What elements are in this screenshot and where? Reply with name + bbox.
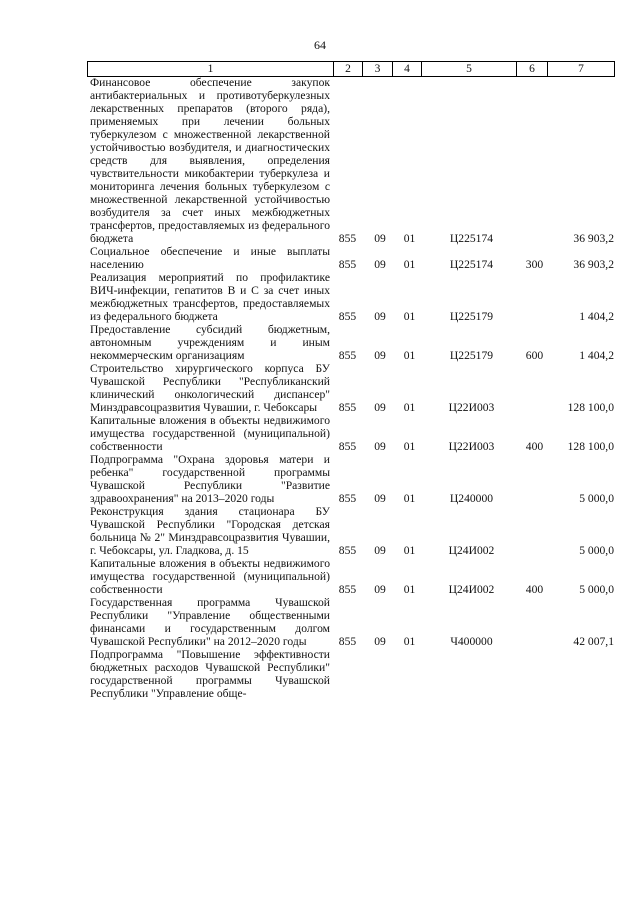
- row-target-article: Ц22И003: [448, 401, 495, 414]
- row-section-code: 09: [374, 583, 386, 596]
- row-ministry-code: 855: [338, 310, 357, 323]
- row-ministry-code: 855: [338, 258, 357, 271]
- row-target-article: Ц24И002: [448, 583, 495, 596]
- row-amount: 128 100,0: [567, 440, 614, 453]
- row-ministry-code: 855: [338, 401, 357, 414]
- header-col-3: 3: [363, 62, 393, 76]
- header-col-5: 5: [422, 62, 517, 76]
- row-description: Финансовое обеспечение закупок антибактериальных и противотуберкулезных лекарственных препаратов (второго ряда), применяемых при лечении больных туберкулезом с множественной лекарственной устойчивостью возбудителя, и диагностических средств для выявления, определения чувствительности микобактерии туберкулеза и мониторинга лечения больных туберкулезом с множественной лекарственной устойчивостью возбудителя за счет иных межбюджетных трансфертов, предоставляемых из федерального бюджета: [90, 76, 330, 245]
- row-target-article: Ц225179: [449, 349, 494, 362]
- table-header: [87, 61, 615, 77]
- row-ministry-code: 855: [338, 232, 357, 245]
- row-expense-type: 600: [525, 349, 544, 362]
- row-subsection-code: 01: [403, 440, 416, 453]
- row-description: Реализация мероприятий по профилактике ВИЧ-инфекции, гепатитов В и С за счет иных межбюджетных трансфертов, предоставляемых из федерального бюджета: [90, 271, 330, 323]
- table-row: [90, 362, 614, 414]
- row-description: Подпрограмма "Повышение эффективности бюджетных расходов Чувашской Республики" государственной программы Чувашской Республики "Управление обще-: [90, 648, 330, 700]
- page-number: 64: [314, 38, 326, 52]
- table-row: [90, 453, 614, 505]
- row-amount: 5 000,0: [579, 544, 614, 557]
- row-amount: 5 000,0: [579, 492, 614, 505]
- row-section-code: 09: [374, 440, 386, 453]
- row-section-code: 09: [374, 258, 386, 271]
- row-section-code: 09: [374, 349, 386, 362]
- row-description: Социальное обеспечение и иные выплаты населению: [90, 245, 330, 271]
- row-target-article: Ч400000: [450, 635, 493, 648]
- row-description: Предоставление субсидий бюджетным, автономным учреждениям и иным некоммерческим организациям: [90, 323, 330, 362]
- row-ministry-code: 855: [338, 492, 357, 505]
- row-amount: 36 903,2: [573, 232, 614, 245]
- row-subsection-code: 01: [403, 258, 416, 271]
- table-row: [90, 323, 614, 362]
- row-subsection-code: 01: [403, 583, 416, 596]
- header-col-4: 4: [393, 62, 422, 76]
- table-row: [90, 596, 614, 648]
- row-section-code: 09: [374, 310, 386, 323]
- row-ministry-code: 855: [338, 349, 357, 362]
- row-description: Подпрограмма "Охрана здоровья матери и ребенка" государственной программы Чувашской Республики "Развитие здравоохранения" на 2013–2020 годы: [90, 453, 330, 505]
- row-ministry-code: 855: [338, 635, 357, 648]
- row-expense-type: 400: [525, 440, 544, 453]
- header-col-2: 2: [334, 62, 363, 76]
- row-amount: 128 100,0: [567, 401, 614, 414]
- header-col-6: 6: [517, 62, 548, 76]
- row-amount: 42 007,1: [573, 635, 614, 648]
- row-section-code: 09: [374, 492, 386, 505]
- table-row: [90, 76, 614, 245]
- row-subsection-code: 01: [403, 544, 416, 557]
- row-description: Строительство хирургического корпуса БУ Чувашской Республики "Республиканский клинический онкологический диспансер" Минздравсоцразвития Чувашии, г. Чебоксары: [90, 362, 330, 414]
- row-description: Государственная программа Чувашской Республики "Управление общественными финансами и государственным долгом Чувашской Республики" на 2012–2020 годы: [90, 596, 330, 648]
- row-description: Капитальные вложения в объекты недвижимого имущества государственной (муниципальной) собственности: [90, 557, 330, 596]
- row-section-code: 09: [374, 635, 386, 648]
- row-ministry-code: 855: [338, 544, 357, 557]
- row-ministry-code: 855: [338, 583, 357, 596]
- table-row: [90, 245, 614, 271]
- row-subsection-code: 01: [403, 401, 416, 414]
- row-section-code: 09: [374, 232, 386, 245]
- row-target-article: Ц22И003: [448, 440, 495, 453]
- budget-table-body: [90, 76, 614, 700]
- row-subsection-code: 01: [403, 492, 416, 505]
- table-row: [90, 557, 614, 596]
- table-row: [90, 271, 614, 323]
- row-subsection-code: 01: [403, 349, 416, 362]
- row-target-article: Ц225174: [449, 232, 494, 245]
- table-row: [90, 648, 614, 700]
- row-target-article: Ц225174: [449, 258, 494, 271]
- row-amount: 1 404,2: [579, 349, 614, 362]
- header-col-7: 7: [548, 62, 615, 76]
- row-amount: 36 903,2: [573, 258, 614, 271]
- row-target-article: Ц24И002: [448, 544, 495, 557]
- row-subsection-code: 01: [403, 232, 416, 245]
- row-description: Реконструкция здания стационара БУ Чувашской Республики "Городская детская больница № 2" Минздравсоцразвития Чувашии, г. Чебоксары, ул. Гладкова, д. 15: [90, 505, 330, 557]
- row-target-article: Ц240000: [449, 492, 494, 505]
- row-section-code: 09: [374, 544, 386, 557]
- table-row: [90, 414, 614, 453]
- table-row: [90, 505, 614, 557]
- row-amount: 5 000,0: [579, 583, 614, 596]
- row-target-article: Ц225179: [449, 310, 494, 323]
- row-amount: 1 404,2: [579, 310, 614, 323]
- header-col-1: 1: [88, 62, 334, 76]
- row-section-code: 09: [374, 401, 386, 414]
- row-subsection-code: 01: [403, 310, 416, 323]
- row-subsection-code: 01: [403, 635, 416, 648]
- row-description: Капитальные вложения в объекты недвижимого имущества государственной (муниципальной) собственности: [90, 414, 330, 453]
- row-ministry-code: 855: [338, 440, 357, 453]
- row-expense-type: 400: [525, 583, 544, 596]
- row-expense-type: 300: [525, 258, 544, 271]
